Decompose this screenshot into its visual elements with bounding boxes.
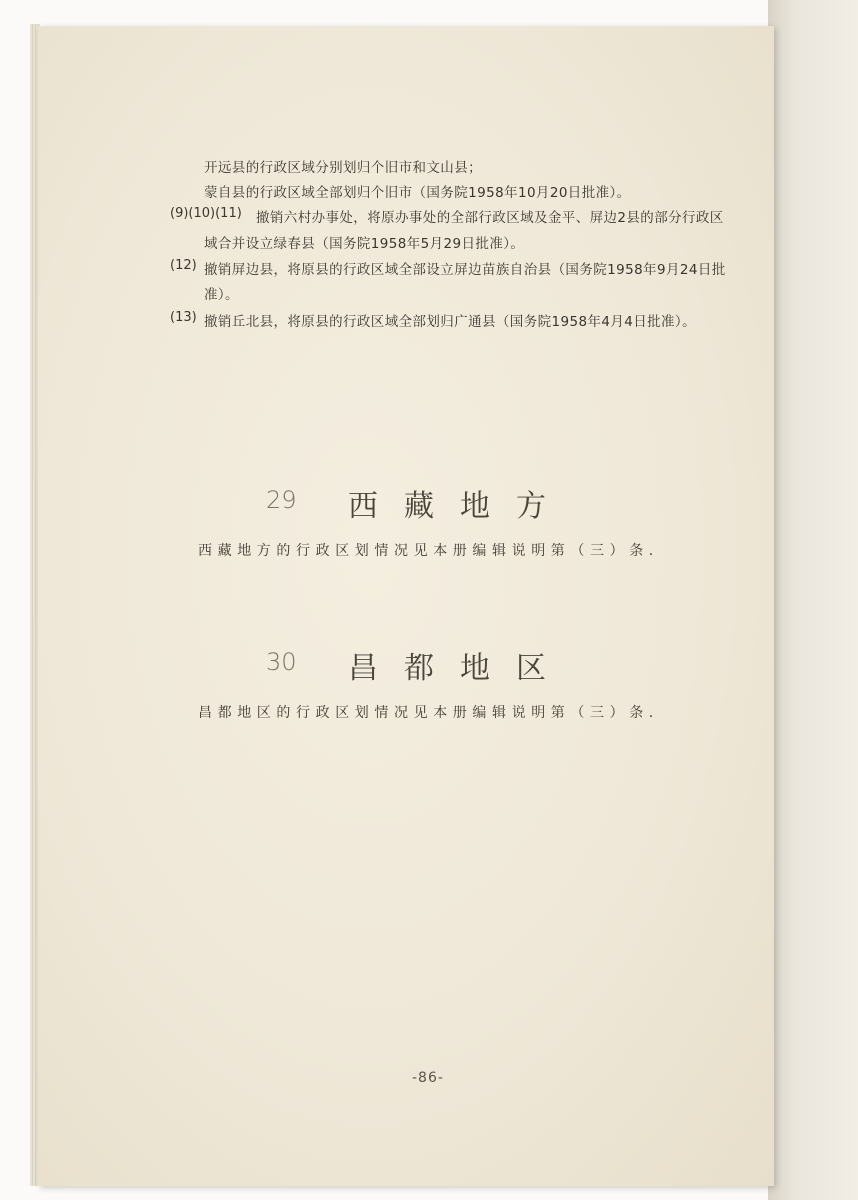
entry-number-13: (13) [170,310,197,325]
section-29-title: 西藏地方 [348,489,572,524]
document-page [38,26,774,1186]
page-number: -86- [412,1070,444,1086]
entry-line-1: 开远县的行政区域分别划归个旧市和文山县； [204,160,482,176]
entry-line-5: 撤销屏边县，将原县的行政区域全部设立屏边苗族自治县（国务院1958年9月24日批 [204,262,726,278]
entry-line-2: 蒙自县的行政区域全部划归个旧市（国务院1958年10月20日批准）。 [204,185,631,201]
adjacent-page-edge [768,0,858,1200]
entry-number-9-11: (9)(10)(11) [170,206,242,221]
entry-line-4: 域合并设立绿春县（国务院1958年5月29日批准）。 [204,236,525,252]
entry-number-12: (12) [170,258,197,273]
section-29-number: 29 [266,486,297,514]
section-30-number: 30 [266,648,297,676]
entry-line-3: 撤销六村办事处，将原办事处的全部行政区域及金平、屏边2县的部分行政区 [256,210,724,226]
section-30-title: 昌都地区 [348,651,572,686]
entry-line-7: 撤销丘北县，将原县的行政区域全部划归广通县（国务院1958年4月4日批准）。 [204,314,696,330]
entry-line-6: 准）。 [204,287,239,303]
section-30-description: 昌都地区的行政区划情况见本册编辑说明第（三）条. [198,705,659,721]
section-29-description: 西藏地方的行政区划情况见本册编辑说明第（三）条. [198,543,659,559]
